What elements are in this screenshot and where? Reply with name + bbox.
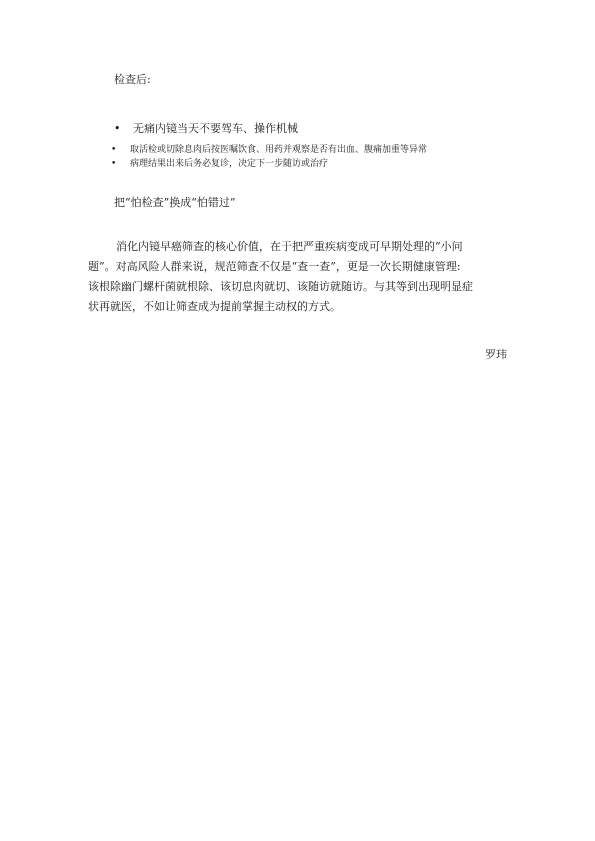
after-exam-heading: 检查后: <box>114 73 151 86</box>
list-item-text: 病理结果出来后务必复诊，决定下一步随访或治疗 <box>130 159 329 169</box>
bullet-icon: • <box>111 145 117 155</box>
list-item-text: 取活检或切除息肉后按医嘱饮食、用药并观察是否有出血、腹痛加重等异常 <box>130 145 428 155</box>
paragraph-line: 消化内镜早癌筛查的核心价值，在于把严重疾病变成可早期处理的“小问 <box>116 240 463 253</box>
paragraph-line: 题”。对高风险人群来说，规范筛查不仅是“查一查”，更是一次长期健康管理: <box>88 260 461 273</box>
author-signature: 罗玮 <box>485 348 507 361</box>
paragraph-line: 状再就医，不如让筛查成为提前掌握主动权的方式。 <box>88 300 341 313</box>
list-item-text: 无痛内镜当天不要驾车、操作机械 <box>133 122 298 135</box>
paragraph-line: 该根除幽门螺杆菌就根除、该切息肉就切、该随访就随访。与其等到出现明显症 <box>88 280 473 293</box>
section-heading: 把“怕检查”换成“怕错过” <box>114 196 236 209</box>
bullet-icon: • <box>111 159 117 169</box>
bullet-icon: • <box>114 122 121 135</box>
body-paragraph <box>88 237 510 317</box>
